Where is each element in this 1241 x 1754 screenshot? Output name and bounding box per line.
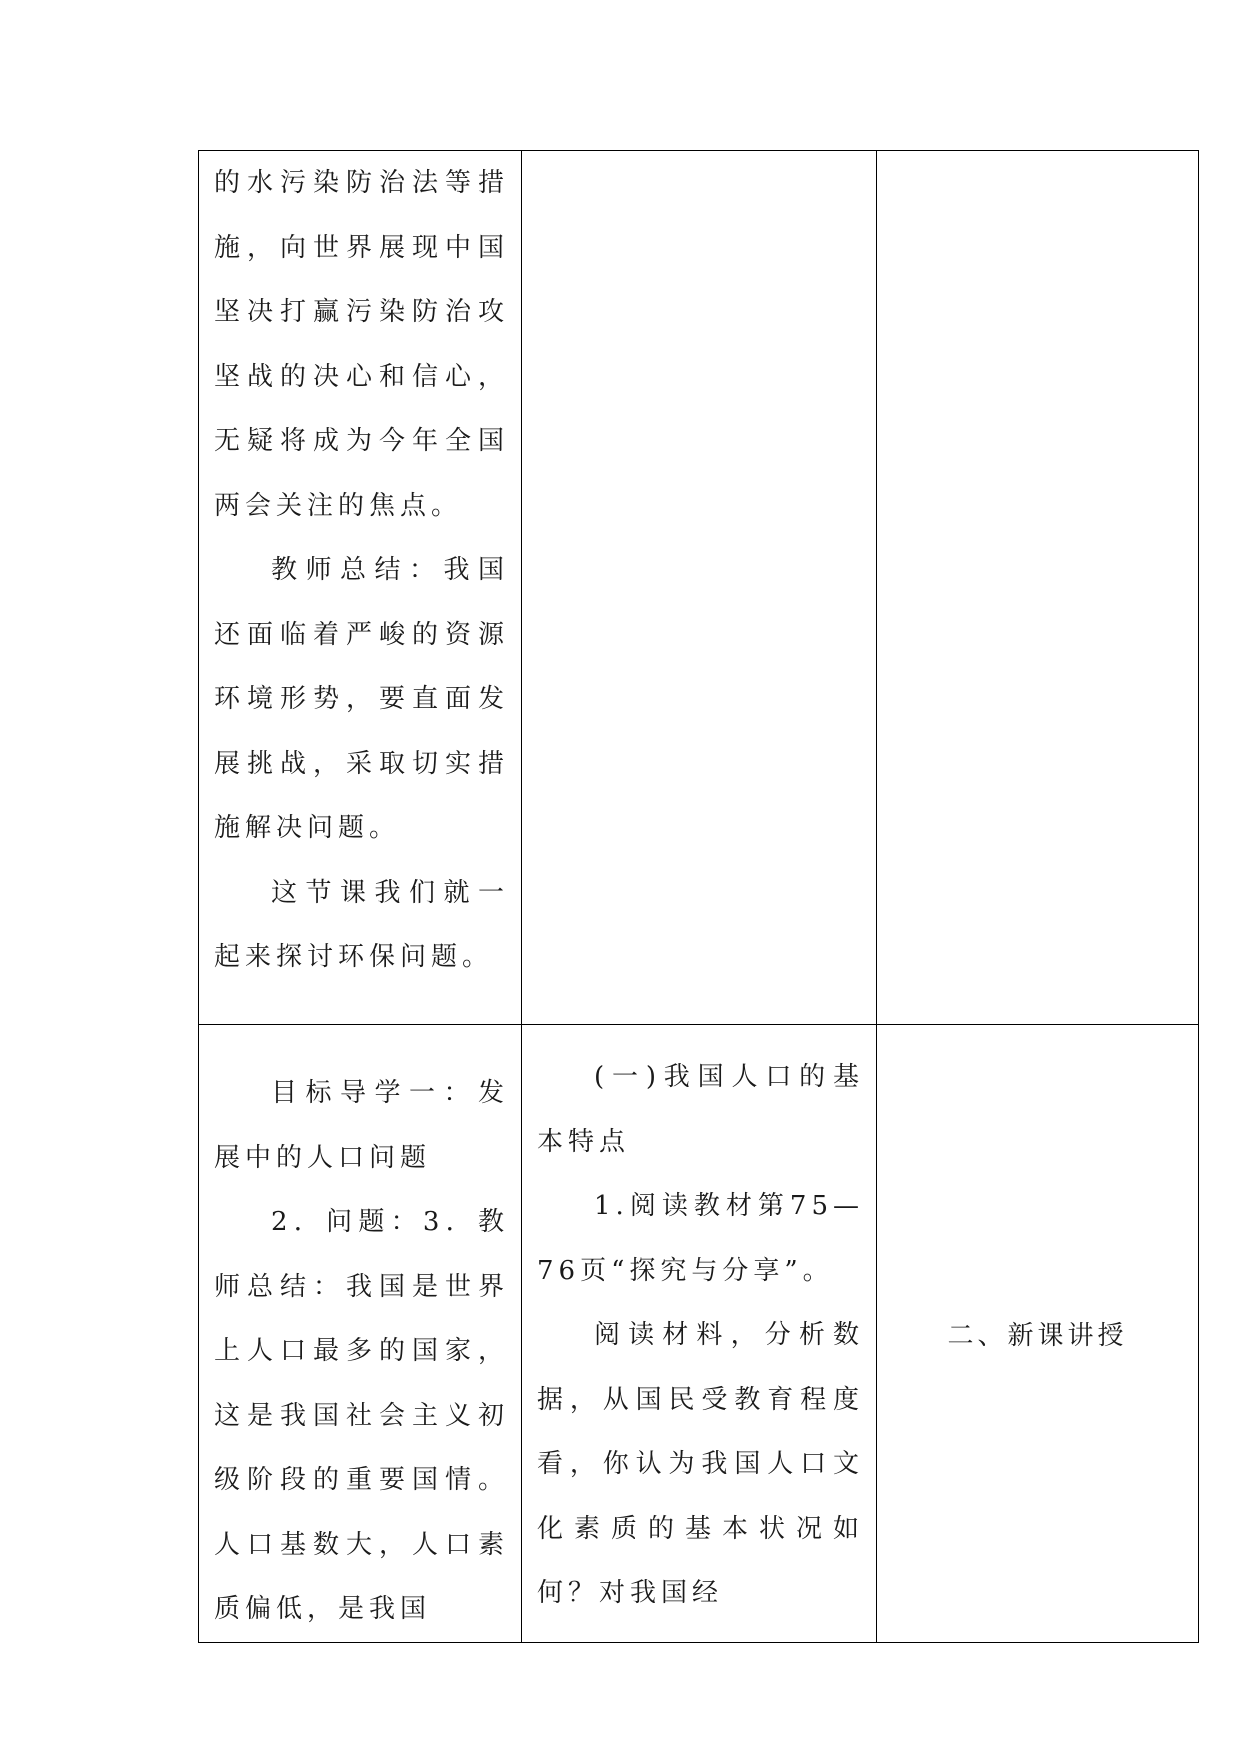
table-row xyxy=(199,1025,1199,1643)
paragraph: 的水污染防治法等措施，向世界展现中国坚决打赢污染防治攻坚战的决心和信心，无疑将成为今年全国两会关注的焦点。 xyxy=(214,168,509,521)
table-cell xyxy=(522,151,877,1025)
table-cell xyxy=(877,1025,1199,1643)
paragraph: 1.阅读教材第75—76页“探究与分享”。 xyxy=(537,1191,864,1286)
cell-text xyxy=(199,151,521,990)
paragraph: 2．问题：3．教师总结：我国是世界上人口最多的国家，这是我国社会主义初级阶段的重要国情。人口基数大，人口素质偏低，是我国 xyxy=(214,1207,509,1624)
cell-text xyxy=(199,1025,521,1642)
paragraph: 阅读材料，分析数据，从国民受教育程度看，你认为我国人口文化素质的基本状况如何？对我国经 xyxy=(537,1320,864,1608)
paragraph: 教师总结：我国还面临着严峻的资源环境形势，要直面发展挑战，采取切实措施解决问题。 xyxy=(214,555,509,843)
cell-text xyxy=(522,1025,876,1626)
paragraph: 这节课我们就一起来探讨环保问题。 xyxy=(214,877,509,972)
table-cell xyxy=(877,151,1199,1025)
lesson-stage-label: 二、新课讲授 xyxy=(947,1320,1128,1351)
lesson-plan-table xyxy=(198,150,1199,1643)
table-row xyxy=(199,151,1199,1025)
table-cell xyxy=(522,1025,877,1643)
paragraph: 目标导学一：发展中的人口问题 xyxy=(214,1078,509,1173)
section-heading: (一)我国人口的基本特点 xyxy=(537,1062,864,1157)
table-cell xyxy=(199,1025,522,1643)
table-cell xyxy=(199,151,522,1025)
